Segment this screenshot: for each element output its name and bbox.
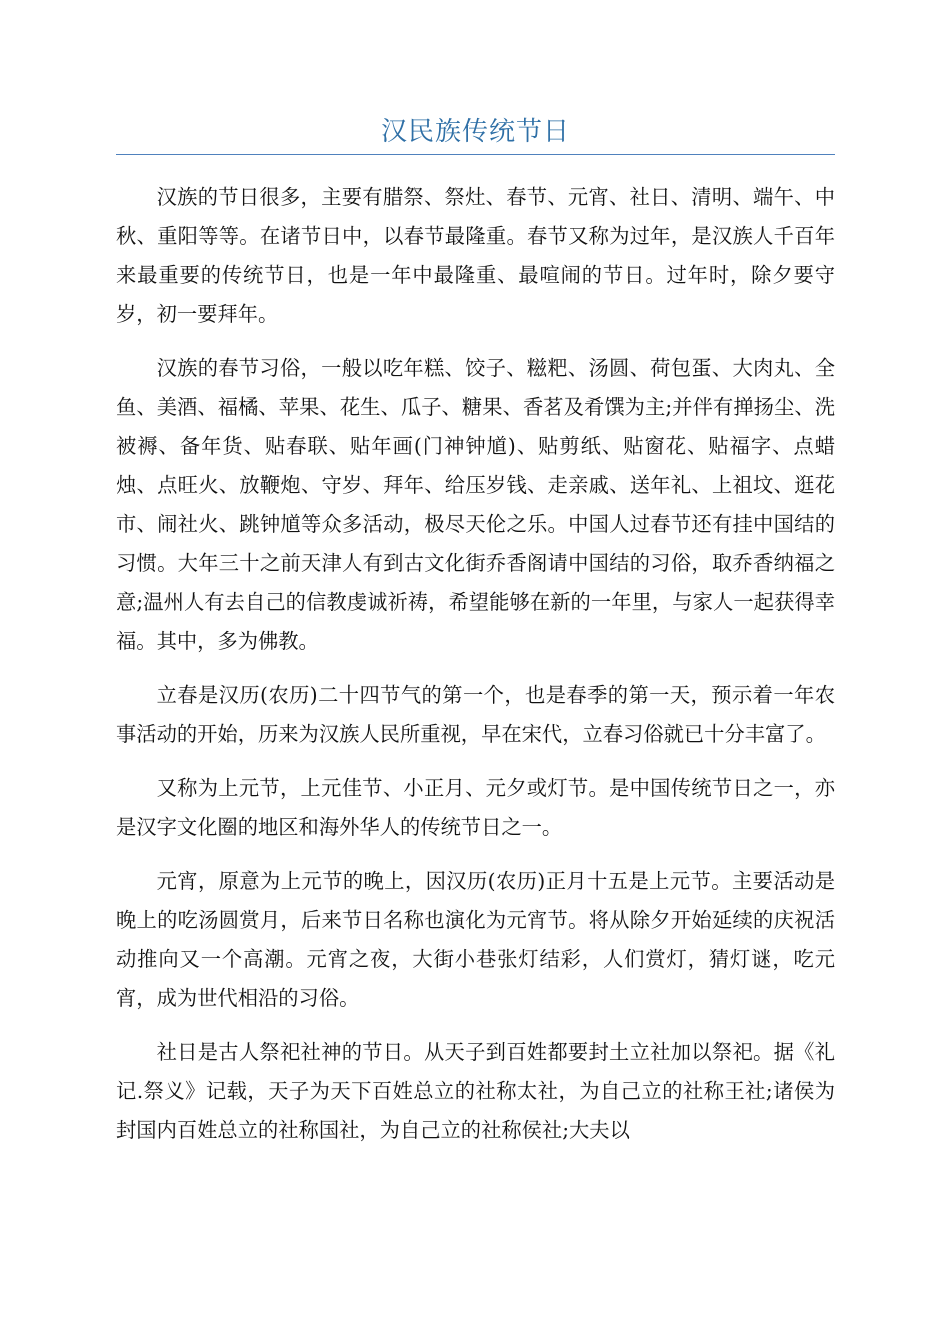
paragraph-sheri: 社日是古人祭祀社神的节日。从天子到百姓都要封土立社加以祭祀。据《礼记.祭义》记载，天子为天下百姓总立的社称太社，为自己立的社称王社;诸侯为封国内百姓总立的社称国社，为自己立的社称侯社;大夫以	[116, 1040, 835, 1142]
paragraph-spring-festival-customs: 汉族的春节习俗，一般以吃年糕、饺子、糍粑、汤圆、荷包蛋、大肉丸、全鱼、美酒、福橘、苹果、花生、瓜子、糖果、香茗及肴馔为主;并伴有掸扬尘、洗被褥、备年货、贴春联、贴年画(门神钟馗)、贴剪纸、贴窗花、贴福字、点蜡烛、点旺火、放鞭炮、守岁、拜年、给压岁钱、走亲戚、送年礼、上祖坟、逛花市、闹社火、跳钟馗等众多活动，极尽天伦之乐。中国人过春节还有挂中国结的习惯。大年三十之前天津人有到古文化街乔香阁请中国结的习俗，取乔香纳福之意;温州人有去自己的信教虔诚祈祷，希望能够在新的一年里，与家人一起获得幸福。其中，多为佛教。	[116, 356, 835, 653]
paragraph-spring-festival-overview: 汉族的节日很多，主要有腊祭、祭灶、春节、元宵、社日、清明、端午、中秋、重阳等等。在诸节日中，以春节最隆重。春节又称为过年，是汉族人千百年来最重要的传统节日，也是一年中最隆重、最喧闹的节日。过年时，除夕要守岁，初一要拜年。	[116, 185, 835, 326]
document-title: 汉民族传统节日	[380, 117, 570, 147]
paragraph-yuanxiao: 元宵，原意为上元节的晚上，因汉历(农历)正月十五是上元节。主要活动是晚上的吃汤圆赏月，后来节日名称也演化为元宵节。将从除夕开始延续的庆祝活动推向又一个高潮。元宵之夜，大街小巷张灯结彩，人们赏灯，猜灯谜，吃元宵，成为世代相沿的习俗。	[116, 869, 835, 1010]
paragraph-shangyuan: 又称为上元节，上元佳节、小正月、元夕或灯节。是中国传统节日之一，亦是汉字文化圈的地区和海外华人的传统节日之一。	[116, 776, 835, 839]
title-underline	[116, 154, 835, 155]
document-body	[116, 178, 835, 1165]
paragraph-lichun: 立春是汉历(农历)二十四节气的第一个，也是春季的第一天，预示着一年农事活动的开始，历来为汉族人民所重视，早在宋代，立春习俗就已十分丰富了。	[116, 683, 835, 746]
